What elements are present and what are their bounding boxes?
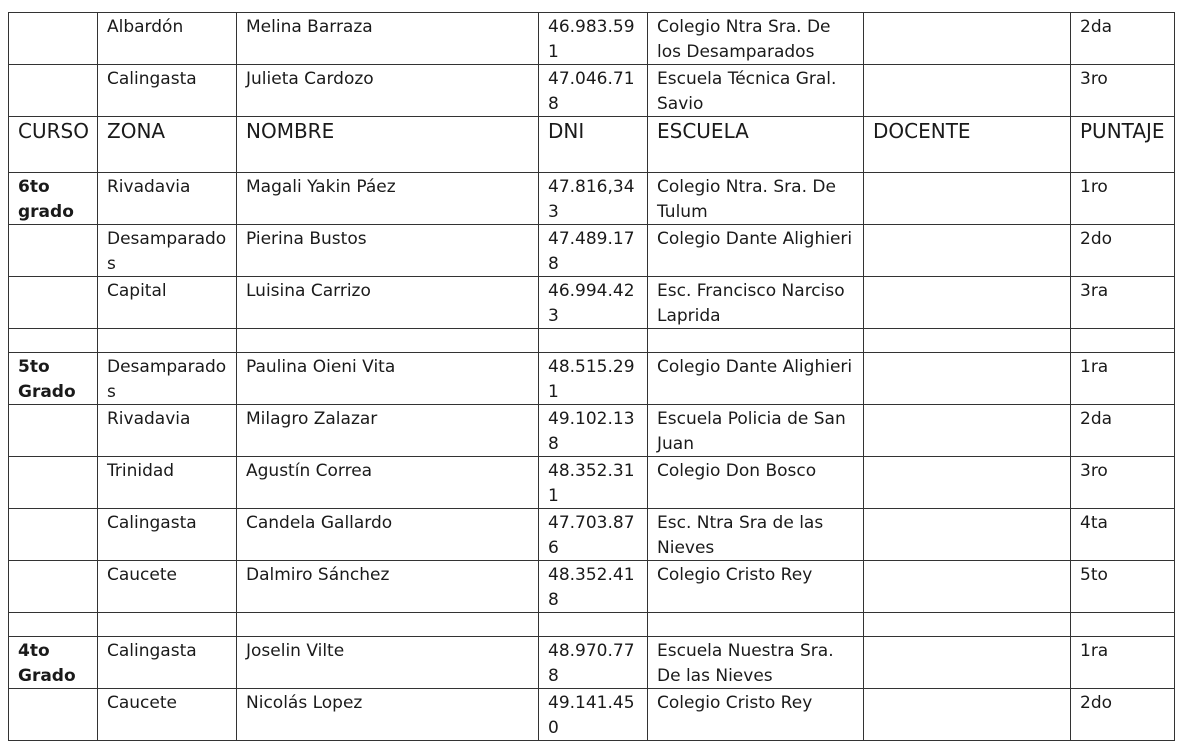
cell-docente bbox=[864, 637, 1071, 689]
cell-zona bbox=[98, 457, 237, 509]
cell-nombre: Julieta Cardozo bbox=[237, 65, 539, 117]
cell-escuela: Escuela Nuestra Sra. De las Nieves bbox=[648, 637, 864, 689]
cell-puntaje bbox=[1071, 613, 1175, 637]
cell-puntaje: 1ra bbox=[1071, 353, 1175, 405]
cell-dni bbox=[539, 405, 648, 457]
table-row bbox=[9, 457, 1175, 509]
cell-curso bbox=[9, 277, 98, 329]
cell-curso bbox=[9, 65, 98, 117]
cell-curso bbox=[9, 13, 98, 65]
cell-escuela: Colegio Don Bosco bbox=[648, 457, 864, 509]
zona-text: Albardón bbox=[107, 17, 184, 37]
cell-dni bbox=[539, 561, 648, 613]
dni-text: 47.703.876 bbox=[548, 513, 635, 558]
cell-docente bbox=[864, 13, 1071, 65]
dni-text: 48.352.418 bbox=[548, 565, 635, 610]
cell-nombre: Melina Barraza bbox=[237, 13, 539, 65]
cell-zona bbox=[98, 65, 237, 117]
cell-dni bbox=[539, 329, 648, 353]
cell-dni bbox=[539, 13, 648, 65]
header-docente: DOCENTE bbox=[864, 117, 1071, 173]
table-row bbox=[9, 689, 1175, 741]
cell-curso bbox=[9, 225, 98, 277]
zona-text: Caucete bbox=[107, 565, 177, 585]
cell-zona bbox=[98, 173, 237, 225]
cell-zona bbox=[98, 509, 237, 561]
cell-puntaje: 4ta bbox=[1071, 509, 1175, 561]
cell-curso bbox=[9, 613, 98, 637]
table-row bbox=[9, 561, 1175, 613]
cell-nombre: Nicolás Lopez bbox=[237, 689, 539, 741]
cell-docente bbox=[864, 353, 1071, 405]
table-body bbox=[9, 13, 1175, 741]
cell-puntaje: 2do bbox=[1071, 225, 1175, 277]
zona-text: Calingasta bbox=[107, 641, 197, 661]
cell-escuela: Esc. Ntra Sra de las Nieves bbox=[648, 509, 864, 561]
zona-text: Caucete bbox=[107, 693, 177, 713]
cell-curso: 4to Grado bbox=[9, 637, 98, 689]
header-puntaje bbox=[1071, 117, 1175, 173]
zona-text: Desamparados bbox=[107, 229, 227, 274]
cell-docente bbox=[864, 509, 1071, 561]
table-row bbox=[9, 509, 1175, 561]
cell-puntaje: 2da bbox=[1071, 405, 1175, 457]
cell-zona bbox=[98, 277, 237, 329]
cell-docente bbox=[864, 329, 1071, 353]
cell-nombre: Paulina Oieni Vita bbox=[237, 353, 539, 405]
cell-escuela: Colegio Dante Alighieri bbox=[648, 225, 864, 277]
cell-zona bbox=[98, 405, 237, 457]
cell-zona bbox=[98, 613, 237, 637]
cell-docente bbox=[864, 405, 1071, 457]
cell-curso: 6to grado bbox=[9, 173, 98, 225]
cell-zona bbox=[98, 637, 237, 689]
cell-puntaje: 1ro bbox=[1071, 173, 1175, 225]
cell-escuela: Colegio Cristo Rey bbox=[648, 561, 864, 613]
cell-dni bbox=[539, 353, 648, 405]
dni-text: 49.141.450 bbox=[548, 693, 635, 738]
cell-nombre: Joselin Vilte bbox=[237, 637, 539, 689]
cell-nombre: Magali Yakin Páez bbox=[237, 173, 539, 225]
cell-dni bbox=[539, 457, 648, 509]
cell-dni bbox=[539, 277, 648, 329]
cell-curso bbox=[9, 561, 98, 613]
cell-docente bbox=[864, 277, 1071, 329]
dni-text: 47.816,343 bbox=[548, 177, 635, 222]
results-table bbox=[8, 12, 1175, 741]
cell-curso: 5to Grado bbox=[9, 353, 98, 405]
dni-text: 48.970.778 bbox=[548, 641, 635, 686]
cell-escuela: Esc. Francisco Narciso Laprida bbox=[648, 277, 864, 329]
cell-zona bbox=[98, 689, 237, 741]
cell-dni bbox=[539, 65, 648, 117]
dni-text: 46.983.591 bbox=[548, 17, 635, 62]
cell-docente bbox=[864, 613, 1071, 637]
cell-puntaje: 5to bbox=[1071, 561, 1175, 613]
cell-zona bbox=[98, 329, 237, 353]
cell-dni bbox=[539, 689, 648, 741]
table-row bbox=[9, 225, 1175, 277]
cell-dni bbox=[539, 225, 648, 277]
cell-puntaje: 3ro bbox=[1071, 65, 1175, 117]
table-row bbox=[9, 405, 1175, 457]
cell-escuela: Colegio Cristo Rey bbox=[648, 689, 864, 741]
cell-docente bbox=[864, 173, 1071, 225]
cell-dni bbox=[539, 637, 648, 689]
cell-nombre: Luisina Carrizo bbox=[237, 277, 539, 329]
cell-zona bbox=[98, 561, 237, 613]
dni-text: 46.994.423 bbox=[548, 281, 635, 326]
cell-puntaje: 3ra bbox=[1071, 277, 1175, 329]
cell-nombre bbox=[237, 613, 539, 637]
table-row bbox=[9, 65, 1175, 117]
cell-dni bbox=[539, 613, 648, 637]
cell-escuela: Colegio Dante Alighieri bbox=[648, 353, 864, 405]
cell-puntaje: 3ro bbox=[1071, 457, 1175, 509]
spacer-row bbox=[9, 613, 1175, 637]
zona-text: Trinidad bbox=[107, 461, 175, 481]
table-row bbox=[9, 353, 1175, 405]
cell-dni bbox=[539, 509, 648, 561]
cell-puntaje: 2do bbox=[1071, 689, 1175, 741]
cell-escuela bbox=[648, 329, 864, 353]
cell-curso bbox=[9, 457, 98, 509]
cell-nombre: Agustín Correa bbox=[237, 457, 539, 509]
spacer-row bbox=[9, 329, 1175, 353]
cell-docente bbox=[864, 225, 1071, 277]
cell-docente bbox=[864, 561, 1071, 613]
cell-curso bbox=[9, 509, 98, 561]
zona-text: Calingasta bbox=[107, 513, 197, 533]
dni-text: 48.352.311 bbox=[548, 461, 635, 506]
dni-text: 49.102.138 bbox=[548, 409, 635, 454]
cell-nombre: Candela Gallardo bbox=[237, 509, 539, 561]
dni-text: 48.515.291 bbox=[548, 357, 635, 402]
header-puntaje-text: PUNTAJE bbox=[1080, 119, 1165, 143]
cell-zona bbox=[98, 353, 237, 405]
header-zona: ZONA bbox=[98, 117, 237, 173]
cell-curso bbox=[9, 689, 98, 741]
cell-nombre bbox=[237, 329, 539, 353]
cell-puntaje: 1ra bbox=[1071, 637, 1175, 689]
zona-text: Capital bbox=[107, 281, 167, 301]
header-dni: DNI bbox=[539, 117, 648, 173]
zona-text: Rivadavia bbox=[107, 177, 191, 197]
cell-nombre: Milagro Zalazar bbox=[237, 405, 539, 457]
cell-escuela: Escuela Técnica Gral. Savio bbox=[648, 65, 864, 117]
cell-docente bbox=[864, 689, 1071, 741]
cell-zona bbox=[98, 13, 237, 65]
table-row bbox=[9, 13, 1175, 65]
header-escuela: ESCUELA bbox=[648, 117, 864, 173]
dni-text: 47.489.178 bbox=[548, 229, 635, 274]
zona-text: Rivadavia bbox=[107, 409, 191, 429]
cell-escuela: Escuela Policia de San Juan bbox=[648, 405, 864, 457]
cell-zona bbox=[98, 225, 237, 277]
cell-puntaje bbox=[1071, 329, 1175, 353]
header-nombre: NOMBRE bbox=[237, 117, 539, 173]
cell-escuela: Colegio Ntra Sra. De los Desamparados bbox=[648, 13, 864, 65]
cell-nombre: Dalmiro Sánchez bbox=[237, 561, 539, 613]
cell-dni bbox=[539, 173, 648, 225]
zona-text: Calingasta bbox=[107, 69, 197, 89]
cell-docente bbox=[864, 457, 1071, 509]
cell-curso bbox=[9, 329, 98, 353]
cell-nombre: Pierina Bustos bbox=[237, 225, 539, 277]
table-row bbox=[9, 637, 1175, 689]
cell-docente bbox=[864, 65, 1071, 117]
cell-escuela bbox=[648, 613, 864, 637]
cell-curso bbox=[9, 405, 98, 457]
zona-text: Desamparados bbox=[107, 357, 227, 402]
header-curso: CURSO bbox=[9, 117, 98, 173]
cell-puntaje: 2da bbox=[1071, 13, 1175, 65]
header-row bbox=[9, 117, 1175, 173]
cell-escuela: Colegio Ntra. Sra. De Tulum bbox=[648, 173, 864, 225]
table-row bbox=[9, 173, 1175, 225]
dni-text: 47.046.718 bbox=[548, 69, 635, 114]
table-row bbox=[9, 277, 1175, 329]
